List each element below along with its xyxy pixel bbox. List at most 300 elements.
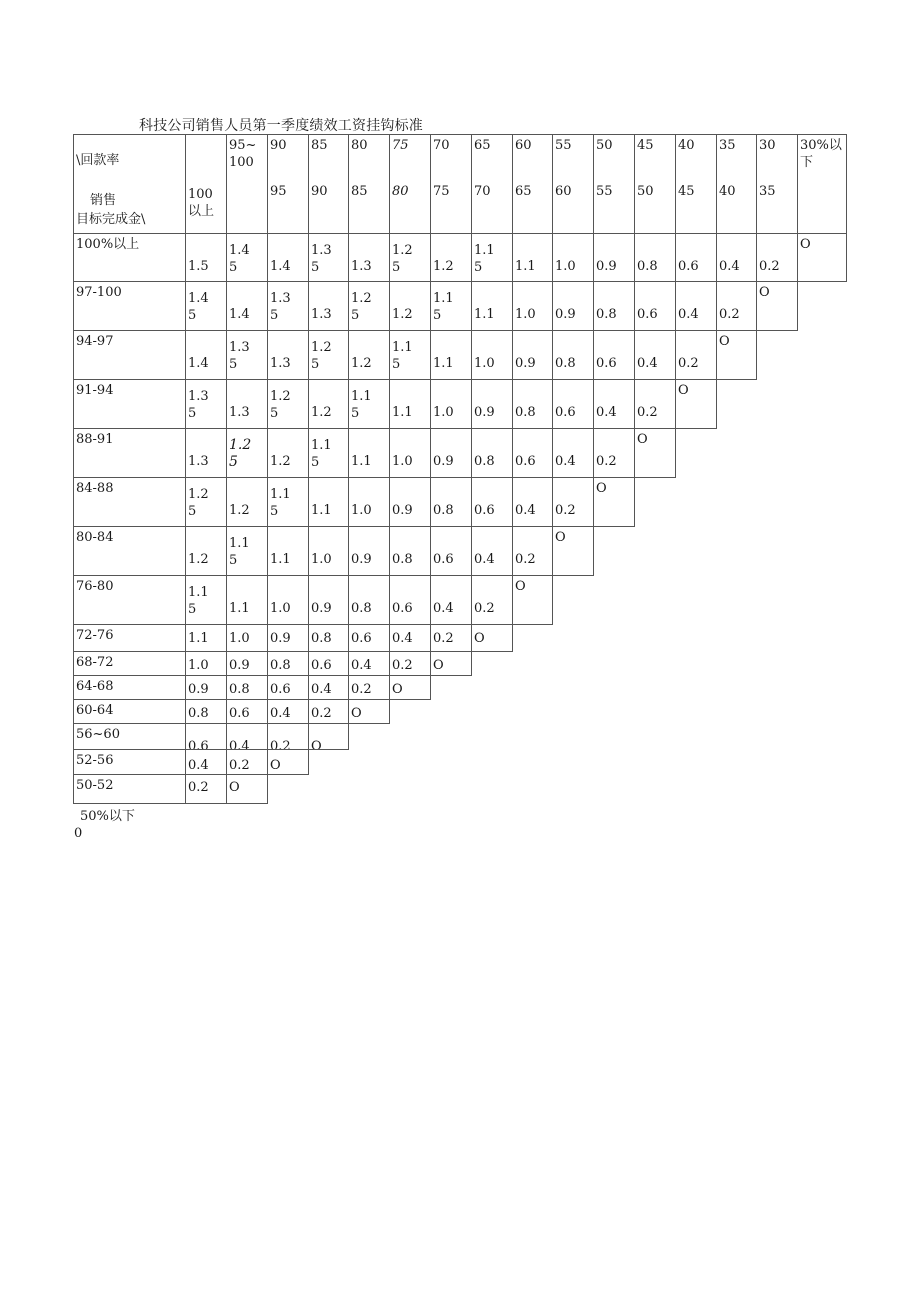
table-cell-value: 1.0 [188, 658, 209, 673]
column-header-top: 85 [311, 138, 328, 153]
table-cell-value: 1.3 [270, 356, 291, 371]
table-cell [430, 575, 472, 625]
table-cell-value: 0.2 [351, 682, 372, 697]
column-header [267, 134, 309, 234]
table-cell-value: 0.2 [678, 356, 699, 371]
row-label [73, 330, 186, 380]
table-cell-value: 1.1 5 [229, 536, 250, 568]
table-cell [267, 624, 309, 652]
table-cell [308, 428, 349, 478]
table-cell [389, 477, 431, 527]
table-cell [471, 575, 513, 625]
table-cell-value: O [719, 334, 730, 349]
table-cell [593, 233, 635, 282]
table-cell-value: 1.4 [188, 356, 209, 371]
table-cell [226, 651, 268, 676]
table-cell-value: 1.2 5 [229, 437, 252, 470]
table-cell [389, 330, 431, 380]
table-cell-value: 1.1 5 [311, 438, 332, 470]
table-cell [675, 281, 717, 331]
table-cell [226, 675, 268, 700]
table-cell [308, 379, 349, 429]
table-cell-value: 1.3 5 [311, 243, 332, 275]
table-cell [185, 477, 227, 527]
table-cell [185, 723, 227, 750]
table-cell [185, 379, 227, 429]
table-cell [756, 281, 798, 331]
table-cell-value: 1.0 [229, 631, 250, 646]
table-cell-value: 0.4 [474, 552, 495, 567]
column-header-bottom: 35 [759, 184, 776, 199]
row-label [73, 774, 186, 804]
row-label [73, 749, 186, 775]
table-cell-value: 1.1 [515, 259, 536, 274]
table-cell-value: 0.2 [433, 631, 454, 646]
table-cell-value: 1.3 5 [229, 340, 250, 372]
table-cell [348, 624, 390, 652]
column-header-bottom: 40 [719, 184, 736, 199]
table-cell-value: 0.2 [270, 739, 291, 750]
table-cell [512, 428, 553, 478]
table-cell-value: O [678, 383, 689, 398]
table-cell-value: 1.2 5 [270, 389, 291, 421]
column-header [756, 134, 798, 234]
table-cell-value: 1.2 [229, 503, 250, 518]
table-cell-value: 1.4 5 [229, 243, 250, 275]
row-label-text: 56~60 [76, 727, 120, 742]
table-cell [348, 428, 390, 478]
table-cell [226, 723, 268, 750]
table-cell-value: 1.4 [270, 259, 291, 274]
table-cell [267, 651, 309, 676]
row-label [73, 233, 186, 282]
column-header-top: 40 [678, 138, 695, 153]
table-cell [430, 624, 472, 652]
table-cell [308, 281, 349, 331]
row-label [73, 526, 186, 576]
table-cell [471, 281, 513, 331]
table-cell [185, 624, 227, 652]
column-header [552, 134, 594, 234]
table-cell [185, 651, 227, 676]
table-cell-value: 1.1 [392, 405, 413, 420]
column-header-bottom: 60 [555, 184, 572, 199]
table-cell [471, 330, 513, 380]
column-header-bottom: 85 [351, 184, 368, 199]
table-cell-value: 0.6 [474, 503, 495, 518]
table-cell [634, 379, 676, 429]
table-cell-value: 1.0 [351, 503, 372, 518]
table-cell-value: 0.2 [188, 780, 209, 795]
table-cell [267, 526, 309, 576]
table-cell-value: 0.2 [392, 658, 413, 673]
row-label-text: 64-68 [76, 679, 114, 694]
row-label-text: 80-84 [76, 530, 114, 545]
table-cell [185, 281, 227, 331]
table-cell-value: 1.5 [188, 259, 209, 274]
table-cell-value: 0.4 [311, 682, 332, 697]
table-cell [430, 428, 472, 478]
table-cell-value: 0.4 [637, 356, 658, 371]
row-label [73, 379, 186, 429]
table-cell-value: 1.3 5 [188, 389, 209, 421]
table-cell-value: 0.8 [474, 454, 495, 469]
table-cell [185, 575, 227, 625]
table-cell [226, 624, 268, 652]
table-cell-value: 0.6 [188, 739, 209, 750]
column-header [675, 134, 717, 234]
table-cell-value: 0.9 [392, 503, 413, 518]
table-cell [389, 526, 431, 576]
table-cell [471, 428, 513, 478]
table-cell-value: O [596, 481, 607, 496]
table-cell [471, 233, 513, 282]
table-cell [430, 379, 472, 429]
column-header-top: 45 [637, 138, 654, 153]
table-cell-value: 1.1 [433, 356, 454, 371]
table-cell [471, 477, 513, 527]
table-cell [389, 233, 431, 282]
table-cell [389, 575, 431, 625]
table-cell-value: 0.9 [311, 601, 332, 616]
row-label [73, 675, 186, 700]
column-header-top: 70 [433, 138, 450, 153]
table-cell [430, 526, 472, 576]
table-cell [512, 233, 553, 282]
table-cell [267, 233, 309, 282]
table-cell-value: 0.4 [719, 259, 740, 274]
column-header-top: 35 [719, 138, 736, 153]
page-title: 科技公司销售人员第一季度绩效工资挂钩标准 [139, 118, 423, 134]
table-cell-value: 1.0 [433, 405, 454, 420]
table-cell-value: O [433, 658, 444, 673]
table-cell [308, 575, 349, 625]
table-cell-value: 0.4 [555, 454, 576, 469]
table-cell-value: 0.8 [311, 631, 332, 646]
table-cell [389, 281, 431, 331]
table-cell-value: 0.6 [637, 307, 658, 322]
column-header-bottom: 95 [270, 184, 287, 199]
table-cell-value: 1.0 [311, 552, 332, 567]
table-cell [185, 749, 227, 775]
table-cell-value: 0.2 [637, 405, 658, 420]
table-cell [185, 526, 227, 576]
table-cell [675, 330, 717, 380]
table-cell-value: 1.1 5 [474, 243, 495, 275]
table-cell [389, 651, 431, 676]
row-label [73, 699, 186, 724]
table-cell [308, 699, 349, 724]
table-cell-value: 0.9 [433, 454, 454, 469]
table-cell-value: 1.1 5 [392, 340, 413, 372]
table-cell [348, 477, 390, 527]
table-cell-value: 0.9 [351, 552, 372, 567]
table-cell [552, 379, 594, 429]
table-cell-value: 0.6 [392, 601, 413, 616]
table-cell-value: 0.4 [188, 758, 209, 773]
table-cell [267, 477, 309, 527]
column-header [716, 134, 757, 234]
table-cell [471, 624, 513, 652]
row-label-text: 94-97 [76, 334, 114, 349]
table-cell [308, 330, 349, 380]
row-label-text: 97-100 [76, 285, 122, 300]
column-header [797, 134, 847, 234]
table-cell-value: O [351, 706, 362, 721]
table-cell [226, 699, 268, 724]
table-cell [716, 330, 757, 380]
column-header-top: 60 [515, 138, 532, 153]
table-cell-value: 1.3 [351, 259, 372, 274]
table-cell [308, 723, 349, 750]
table-cell [593, 281, 635, 331]
table-cell [552, 477, 594, 527]
table-cell-value: 1.1 5 [188, 585, 209, 617]
table-cell [716, 281, 757, 331]
table-cell-value: 0.6 [229, 706, 250, 721]
column-header-bottom: 45 [678, 184, 695, 199]
table-cell-value: 0.8 [188, 706, 209, 721]
table-cell [267, 699, 309, 724]
table-cell [185, 699, 227, 724]
table-cell-value: 0.4 [678, 307, 699, 322]
table-cell [226, 477, 268, 527]
column-header-top: 75 [392, 138, 409, 153]
table-cell [185, 774, 227, 804]
corner-sales-label: 销售 [90, 193, 117, 208]
table-cell-value: 0.2 [555, 503, 576, 518]
table-cell-value: 0.4 [229, 739, 250, 750]
table-cell-value: O [392, 682, 403, 697]
table-cell-value: 1.4 5 [188, 291, 209, 323]
table-cell [430, 651, 472, 676]
table-cell-value: 0.2 [515, 552, 536, 567]
column-header [226, 134, 268, 234]
table-cell-value: 0.6 [270, 682, 291, 697]
table-cell-value: 1.3 5 [270, 291, 291, 323]
column-header [308, 134, 349, 234]
table-cell-value: 0.2 [311, 706, 332, 721]
table-cell [756, 233, 798, 282]
table-cell-value: 0.9 [474, 405, 495, 420]
column-header [348, 134, 390, 234]
table-cell-value: O [474, 631, 485, 646]
table-cell-value: 1.4 [229, 307, 250, 322]
row-label-text: 68-72 [76, 655, 114, 670]
corner-target-label: 目标完成金\ [76, 212, 146, 227]
row-label [73, 723, 186, 750]
row-label [73, 624, 186, 652]
footnote-label: 50%以下 [80, 809, 135, 824]
table-cell-value: O [637, 432, 648, 447]
table-cell-value: 0.8 [392, 552, 413, 567]
table-cell-value: 1.2 5 [311, 340, 332, 372]
table-cell [348, 675, 390, 700]
table-cell [389, 624, 431, 652]
table-cell-value: 0.4 [392, 631, 413, 646]
table-cell [267, 330, 309, 380]
table-cell [430, 330, 472, 380]
table-cell-value: 1.1 [188, 631, 209, 646]
corner-repayment-label: \回款率 [76, 153, 120, 168]
table-cell-value: 0.4 [433, 601, 454, 616]
table-cell-value: 1.2 [311, 405, 332, 420]
table-cell [552, 281, 594, 331]
table-cell [348, 699, 390, 724]
table-cell-value: 1.1 [229, 601, 250, 616]
table-cell-value: 0.9 [270, 631, 291, 646]
table-cell-value: 0.6 [515, 454, 536, 469]
table-cell [634, 330, 676, 380]
table-cell-value: 0.8 [596, 307, 617, 322]
table-cell [675, 233, 717, 282]
table-cell [512, 477, 553, 527]
table-cell [430, 477, 472, 527]
table-cell-value: O [229, 780, 240, 795]
table-cell [348, 330, 390, 380]
table-cell [471, 379, 513, 429]
table-cell-value: 0.8 [229, 682, 250, 697]
table-cell-value: 1.1 [270, 552, 291, 567]
column-header-bottom: 80 [392, 184, 409, 199]
table-cell-value: O [311, 739, 322, 750]
column-header-top: 30 [759, 138, 776, 153]
table-cell [430, 233, 472, 282]
column-header-top: 30%以 下 [800, 138, 842, 170]
table-cell-value: 1.2 5 [351, 291, 372, 323]
table-cell [185, 233, 227, 282]
table-cell-value: 0.9 [188, 682, 209, 697]
table-cell [593, 428, 635, 478]
row-label-text: 76-80 [76, 579, 114, 594]
table-cell [226, 379, 268, 429]
column-header [512, 134, 553, 234]
row-label-text: 60-64 [76, 703, 114, 718]
table-cell-value: 0.4 [515, 503, 536, 518]
table-cell [267, 379, 309, 429]
table-cell-value: 1.2 [351, 356, 372, 371]
table-cell [226, 428, 268, 478]
table-cell [185, 330, 227, 380]
table-cell-value: 0.8 [515, 405, 536, 420]
footnote-value: 0 [74, 826, 83, 841]
row-label [73, 281, 186, 331]
column-header [634, 134, 676, 234]
table-cell [185, 428, 227, 478]
table-cell-value: 0.9 [596, 259, 617, 274]
table-cell [593, 379, 635, 429]
table-cell [348, 233, 390, 282]
table-cell-value: 1.0 [392, 454, 413, 469]
table-cell-value: 0.6 [351, 631, 372, 646]
table-cell [226, 575, 268, 625]
table-cell-value: 0.2 [596, 454, 617, 469]
row-label-text: 84-88 [76, 481, 114, 496]
table-cell [348, 379, 390, 429]
table-cell-value: 1.1 5 [351, 389, 372, 421]
table-cell [308, 675, 349, 700]
table-cell [389, 675, 431, 700]
table-cell [471, 526, 513, 576]
row-label-text: 50-52 [76, 778, 114, 793]
column-header-bottom: 90 [311, 184, 328, 199]
table-cell-value: 1.0 [555, 259, 576, 274]
table-cell [308, 624, 349, 652]
column-header-top: 95~ 100 [229, 138, 257, 170]
table-cell [512, 379, 553, 429]
table-cell [267, 749, 309, 775]
column-header [593, 134, 635, 234]
column-header [471, 134, 513, 234]
table-cell [634, 233, 676, 282]
table-cell [226, 281, 268, 331]
table-cell [308, 477, 349, 527]
table-cell [634, 428, 676, 478]
row-label-text: 72-76 [76, 628, 114, 643]
table-cell [552, 428, 594, 478]
table-cell-value: 0.8 [270, 658, 291, 673]
column-header-top: 90 [270, 138, 287, 153]
row-label-text: 52-56 [76, 753, 114, 768]
row-label [73, 477, 186, 527]
table-cell [512, 575, 553, 625]
table-cell-value: 0.2 [474, 601, 495, 616]
table-cell-value: 1.1 5 [433, 291, 454, 323]
table-cell-value: 1.1 [311, 503, 332, 518]
table-cell-value: 1.3 [188, 454, 209, 469]
table-cell [226, 774, 268, 804]
table-cell [267, 675, 309, 700]
corner-header [73, 134, 186, 234]
table-cell [348, 526, 390, 576]
table-cell-value: 0.8 [637, 259, 658, 274]
table-cell-value: 0.2 [229, 758, 250, 773]
row-label [73, 651, 186, 676]
table-cell-value: 0.9 [515, 356, 536, 371]
table-cell [226, 749, 268, 775]
table-cell [226, 233, 268, 282]
column-header-bottom: 70 [474, 184, 491, 199]
table-cell-value: 1.3 [311, 307, 332, 322]
table-cell-value: 1.0 [515, 307, 536, 322]
table-cell-value: 1.3 [229, 405, 250, 420]
table-cell-value: O [270, 758, 281, 773]
table-cell-value: 0.2 [719, 307, 740, 322]
table-cell [185, 675, 227, 700]
table-cell-value: 0.8 [351, 601, 372, 616]
table-cell [267, 575, 309, 625]
table-cell [552, 330, 594, 380]
table-cell-value: 1.0 [270, 601, 291, 616]
table-cell-value: 0.2 [759, 259, 780, 274]
table-cell-value: 1.2 [392, 307, 413, 322]
table-cell-value: 0.4 [596, 405, 617, 420]
table-cell-value: 1.1 [351, 454, 372, 469]
column-header [185, 134, 227, 234]
table-cell-value: 0.6 [433, 552, 454, 567]
table-cell-value: 0.6 [678, 259, 699, 274]
table-cell-value: 1.1 5 [270, 487, 291, 519]
table-cell-value: 0.6 [311, 658, 332, 673]
table-cell [512, 281, 553, 331]
column-header [389, 134, 431, 234]
table-cell-value: 1.2 [270, 454, 291, 469]
table-cell-value: 1.2 [188, 552, 209, 567]
table-cell-value: 1.0 [474, 356, 495, 371]
table-cell [593, 330, 635, 380]
table-cell [675, 379, 717, 429]
table-cell [226, 330, 268, 380]
